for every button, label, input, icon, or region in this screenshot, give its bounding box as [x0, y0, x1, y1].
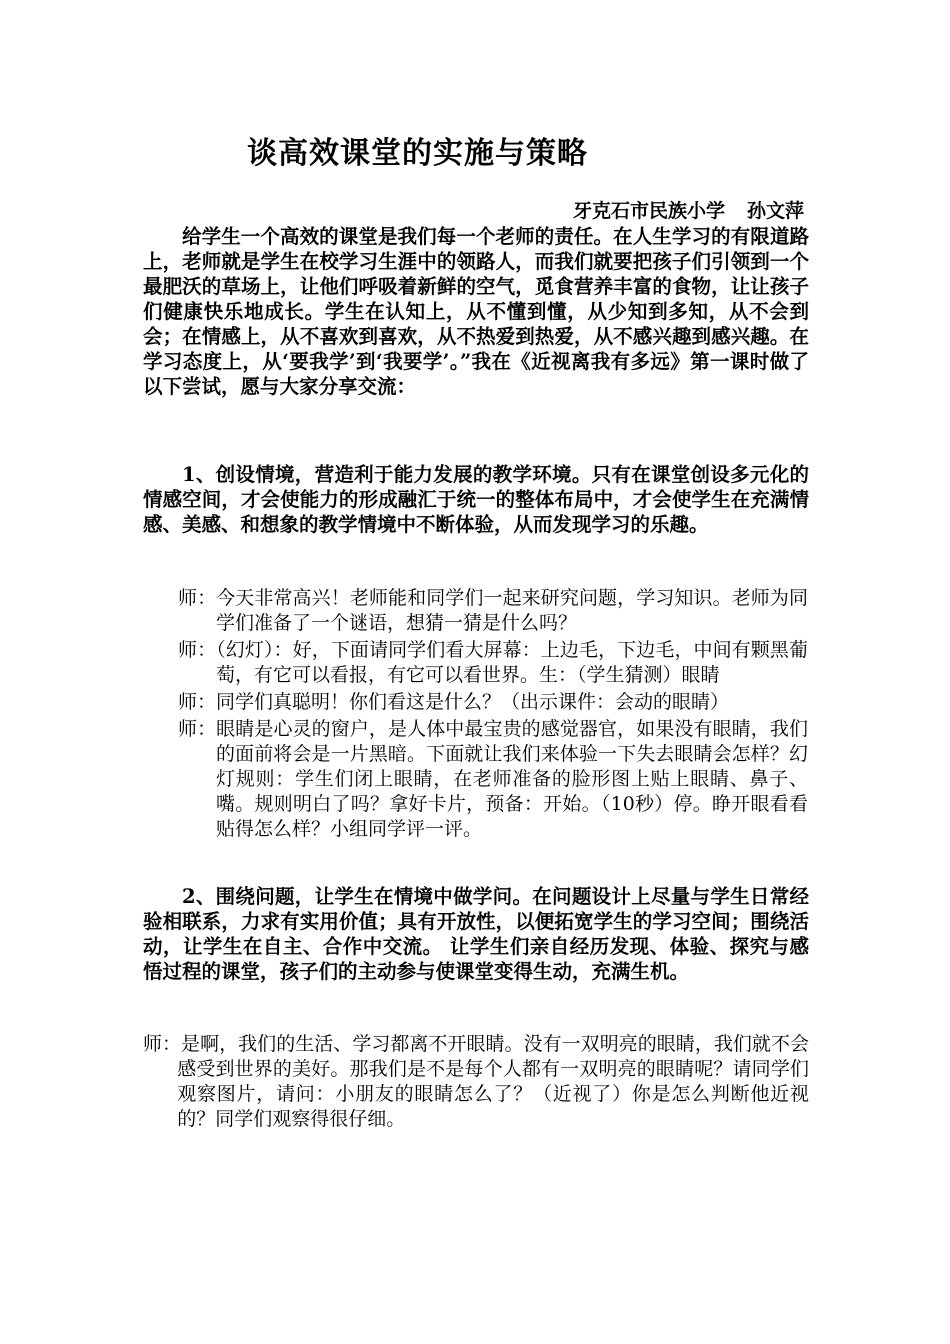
author-line [573, 196, 804, 223]
intro-paragraph: 给学生一个高效的课堂是我们每一个老师的责任。在人生学习的有限道路上，老师就是学生在校学习生涯中的领路人，而我们就要把孩子们引领到一个最肥沃的草场上，让他们呼吸着新鲜的空气，觅食营养丰富的食物，让让孩子们健康快乐地成长。学生在认知上，从不懂到懂，从少知到多知，从不会到会；在情感上，从不喜欢到喜欢，从不热爱到热爱，从不感兴趣到感兴趣。在学习态度上，从‘要我学’到‘我要学’。”我在《近视离我有多远》第一课时做了以下尝试，愿与大家分享交流： [143, 225, 809, 398]
author-name: 孙文萍 [746, 200, 804, 222]
dialog-line: 师：眼睛是心灵的窗户，是人体中最宝贵的感觉器官，如果没有眼睛，我们的面前将会是一片黑暗。下面就让我们来体验一下失去眼睛会怎样？幻灯规则：学生们闭上眼睛，在老师准备的脸形图上贴上眼睛、鼻子、嘴。规则明白了吗？拿好卡片，预备：开始。（10秒）停。睁开眼看看贴得怎么样？小组同学评一评。 [178, 718, 808, 840]
author-school: 牙克石市民族小学 [572, 200, 725, 222]
dialog-line: 师：是啊，我们的生活、学习都离不开眼睛。没有一双明亮的眼睛，我们就不会感受到世界的美好。那我们是不是每个人都有一双明亮的眼睛呢？请同学们观察图片，请问：小朋友的眼睛怎么了？（近视了）你是怎么判断他近视的？同学们观察得很仔细。 [143, 1033, 809, 1130]
dialog-line: 师：（幻灯）：好，下面请同学们看大屏幕：上边毛，下边毛，中间有颗黑葡萄，有它可以看报，有它可以看世界。生：（学生猜测）眼睛 [178, 639, 808, 686]
dialog-line: 师：同学们真聪明！你们看这是什么？（出示课件：会动的眼睛） [178, 691, 730, 713]
section-2-paragraph: 2、围绕问题，让学生在情境中做学问。在问题设计上尽量与学生日常经验相联系，力求有实用价值；具有开放性，以便拓宽学生的学习空间；围绕活动，让学生在自主、合作中交流。 让学生们亲自经历发现、体验、探究与感悟过程的课堂，孩子们的主动参与使课堂变得生动，充满生机。 [143, 885, 809, 983]
dialog-line: 师：今天非常高兴！老师能和同学们一起来研究问题，学习知识。老师为同学们准备了一个谜语，想猜一猜是什么吗？ [178, 587, 808, 634]
dialog-block-1 [178, 586, 808, 844]
section-1-paragraph: 1、创设情境，营造利于能力发展的教学环境。只有在课堂创设多元化的情感空间，才会使能力的形成融汇于统一的整体布局中，才会使学生在充满情感、美感、和想象的教学情境中不断体验，从而发现学习的乐趣。 [143, 463, 809, 536]
dialog-block-2 [143, 1032, 809, 1132]
document-title: 谈高效课堂的实施与策略 [247, 136, 588, 171]
